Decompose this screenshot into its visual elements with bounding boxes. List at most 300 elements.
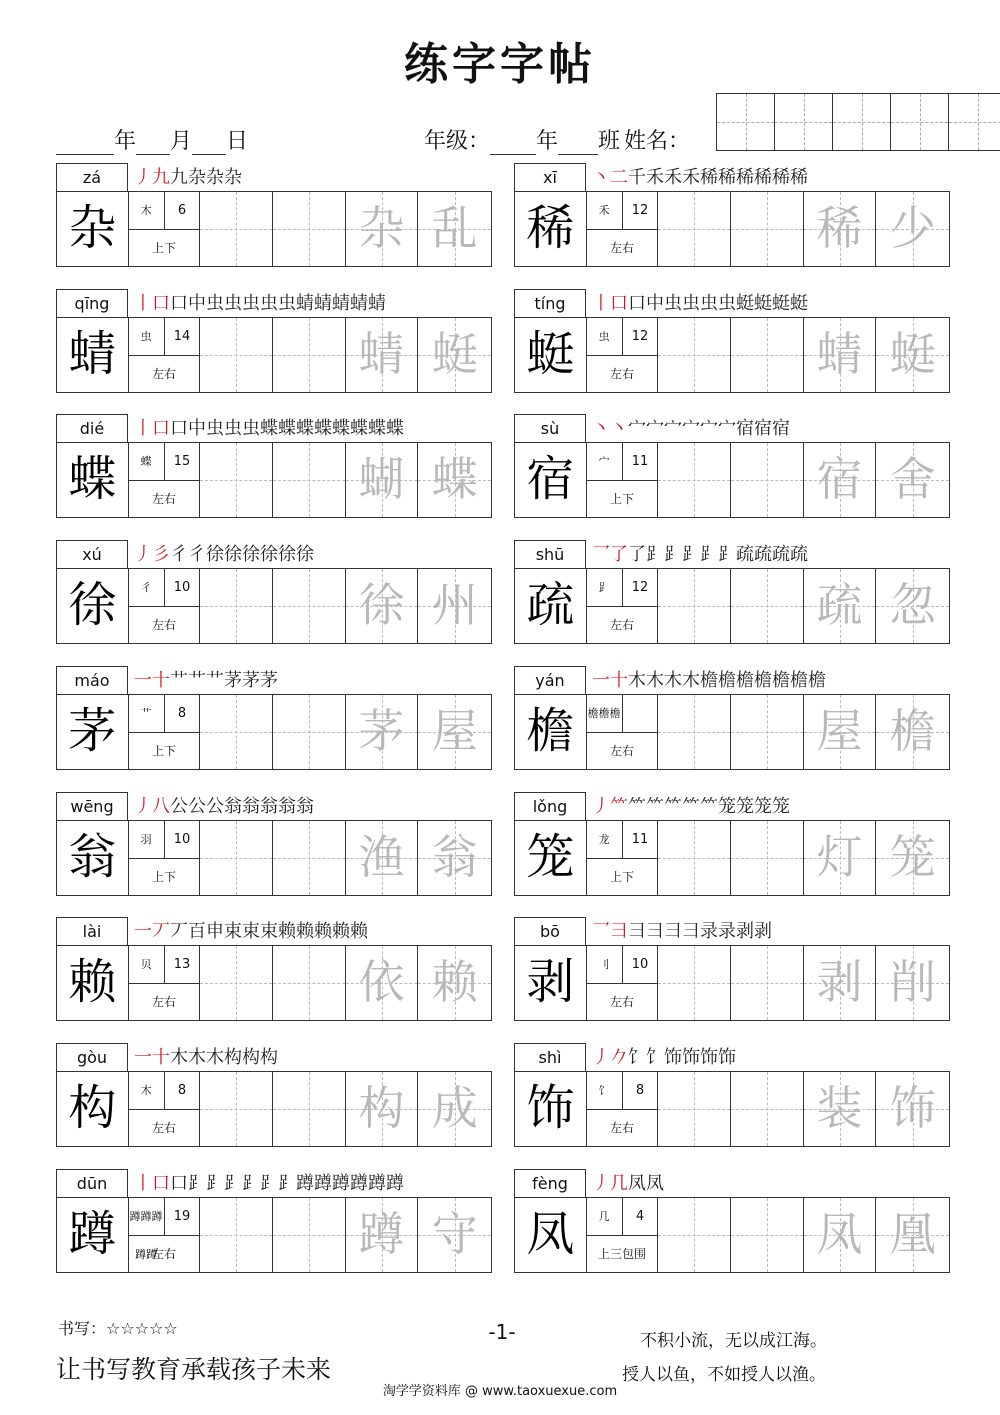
stroke-count: 14 <box>165 318 200 356</box>
writing-cell[interactable] <box>658 192 731 266</box>
trace-cell[interactable] <box>418 192 491 266</box>
writing-cell[interactable] <box>200 1198 273 1272</box>
radical: 木 <box>129 192 165 230</box>
structure: 上下 <box>610 870 635 884</box>
name-cell[interactable] <box>891 94 949 150</box>
stroke-order <box>592 917 772 945</box>
writing-cell[interactable] <box>200 318 273 392</box>
practice-grid <box>514 442 950 518</box>
name-cell[interactable] <box>833 94 891 150</box>
character-info <box>587 318 659 392</box>
writing-cell[interactable] <box>273 821 346 895</box>
stroke-order-current: 丿⺮ <box>592 796 628 817</box>
practice-entry <box>56 666 492 771</box>
practice-entry <box>56 414 492 519</box>
page-title: 练字字帖 <box>404 39 596 90</box>
pinyin: máo <box>56 666 128 694</box>
model-character: 杂 <box>57 192 129 266</box>
model-character: 蜓 <box>515 318 587 392</box>
pinyin: fèng <box>514 1169 586 1197</box>
practice-grid <box>56 191 492 267</box>
practice-grid <box>514 191 950 267</box>
pinyin: lài <box>56 917 128 945</box>
stroke-order <box>592 414 790 442</box>
pinyin: shū <box>514 540 586 568</box>
writing-cell[interactable] <box>273 192 346 266</box>
trace-word-1: 宿 <box>816 452 863 506</box>
writing-cell[interactable] <box>200 1072 273 1146</box>
practice-entry <box>514 666 950 771</box>
stroke-order-rest: 凤凤 <box>628 1173 664 1194</box>
model-character: 蜻 <box>57 318 129 392</box>
trace-word-1: 徐 <box>358 578 405 632</box>
model-character: 徐 <box>57 569 129 643</box>
trace-cell[interactable] <box>876 1198 949 1272</box>
trace-cell[interactable] <box>346 946 419 1020</box>
trace-cell[interactable] <box>804 1072 877 1146</box>
stroke-count <box>623 695 658 733</box>
writing-cell[interactable] <box>273 318 346 392</box>
trace-cell[interactable] <box>804 443 877 517</box>
writing-cell[interactable] <box>658 821 731 895</box>
model-character: 茅 <box>57 695 129 769</box>
practice-entry <box>56 289 492 394</box>
trace-word-2: 少 <box>889 201 936 255</box>
radical: 龙 <box>587 821 623 859</box>
radical: 彳 <box>129 569 165 607</box>
practice-grid <box>514 568 950 644</box>
pinyin: sù <box>514 414 586 442</box>
year-label: 年 <box>114 129 137 154</box>
practice-grid <box>56 568 492 644</box>
stroke-order <box>134 917 368 945</box>
stroke-order-current: 丿几 <box>592 1173 628 1194</box>
date-line <box>56 124 248 155</box>
structure: 左右 <box>610 241 635 255</box>
stroke-order-current: 丨口 <box>592 293 628 314</box>
stroke-count: 8 <box>623 1072 658 1110</box>
model-character: 饰 <box>515 1072 587 1146</box>
radical: 艹 <box>129 695 165 733</box>
character-info <box>129 318 201 392</box>
structure: 上下 <box>152 744 177 758</box>
pinyin: yán <box>514 666 586 694</box>
structure: 左右 <box>610 995 635 1009</box>
pinyin: wēng <box>56 792 128 820</box>
radical: 禾 <box>587 192 623 230</box>
practice-entry <box>514 792 950 897</box>
radical: 贝 <box>129 946 165 984</box>
stroke-order-current: 乛了 <box>592 544 628 565</box>
trace-word-1: 装 <box>816 1081 863 1135</box>
structure: 左右 <box>152 1247 177 1261</box>
stroke-order-rest: 公公公翁翁翁翁翁 <box>170 796 314 817</box>
stroke-order <box>592 163 808 191</box>
trace-cell[interactable] <box>346 821 419 895</box>
trace-cell[interactable] <box>876 443 949 517</box>
slogan: 让书写教育承载孩子未来 <box>56 1355 332 1384</box>
character-info <box>587 569 659 643</box>
trace-cell[interactable] <box>346 1198 419 1272</box>
stroke-order <box>592 540 808 568</box>
structure: 左右 <box>152 492 177 506</box>
trace-cell[interactable] <box>346 318 419 392</box>
trace-word-2: 赖 <box>431 955 478 1009</box>
trace-word-2: 削 <box>889 955 936 1009</box>
trace-word-2: 忽 <box>889 578 936 632</box>
stroke-order-current: 丿𠂊 <box>592 1047 628 1068</box>
stroke-order-current: 丿八 <box>134 796 170 817</box>
practice-grid <box>56 1197 492 1273</box>
trace-word-1: 渔 <box>358 830 405 884</box>
stroke-order <box>134 1169 404 1197</box>
writing-cell[interactable] <box>731 318 804 392</box>
writing-cell[interactable] <box>731 1072 804 1146</box>
trace-cell[interactable] <box>346 695 419 769</box>
grade-label: 年级： <box>424 129 491 154</box>
stroke-order-rest: 艹艹艹茅茅茅 <box>170 670 278 691</box>
stroke-count: 12 <box>623 192 658 230</box>
trace-cell[interactable] <box>418 1072 491 1146</box>
model-character: 凤 <box>515 1198 587 1272</box>
model-character: 笼 <box>515 821 587 895</box>
trace-cell[interactable] <box>418 821 491 895</box>
writing-cell[interactable] <box>731 443 804 517</box>
stroke-order-rest: 九杂杂杂 <box>170 167 242 188</box>
day-label: 日 <box>226 129 249 154</box>
stroke-order-rest: 口中虫虫虫虫蜓蜓蜓蜓 <box>628 293 808 314</box>
trace-cell[interactable] <box>876 821 949 895</box>
model-character: 宿 <box>515 443 587 517</box>
character-info <box>129 695 201 769</box>
pinyin: shì <box>514 1043 586 1071</box>
rating: 书写：☆☆☆☆☆ <box>58 1319 178 1338</box>
class-blank[interactable] <box>558 130 598 155</box>
trace-cell[interactable] <box>804 821 877 895</box>
model-character: 蹲 <box>57 1198 129 1272</box>
practice-grid <box>56 945 492 1021</box>
trace-word-1: 蜻 <box>816 327 863 381</box>
trace-word-1: 杂 <box>358 201 405 255</box>
stroke-count: 12 <box>623 318 658 356</box>
pinyin: xī <box>514 163 586 191</box>
structure: 左右 <box>610 367 635 381</box>
day-blank[interactable] <box>192 130 226 155</box>
writing-cell[interactable] <box>731 695 804 769</box>
radical: 虫 <box>587 318 623 356</box>
writing-cell[interactable] <box>200 192 273 266</box>
trace-cell[interactable] <box>418 695 491 769</box>
stroke-order-rest: 木木木构构构 <box>170 1047 278 1068</box>
practice-grid <box>56 820 492 896</box>
writing-cell[interactable] <box>273 1198 346 1272</box>
trace-cell[interactable] <box>804 946 877 1020</box>
writing-cell[interactable] <box>200 569 273 643</box>
writing-cell[interactable] <box>273 695 346 769</box>
stroke-order <box>592 1169 664 1197</box>
stroke-count: 10 <box>165 569 200 607</box>
writing-cell[interactable] <box>731 569 804 643</box>
trace-cell[interactable] <box>876 569 949 643</box>
grade-blank[interactable] <box>490 130 536 155</box>
pinyin: lǒng <box>514 792 586 820</box>
stroke-order-rest: 彳彳徐徐徐徐徐徐 <box>170 544 314 565</box>
name-cell[interactable] <box>949 94 1000 150</box>
character-info <box>129 192 201 266</box>
stroke-order-current: 丶二 <box>592 167 628 188</box>
stroke-order-current: 一十 <box>134 670 170 691</box>
practice-entry <box>514 1043 950 1148</box>
name-cell[interactable] <box>775 94 833 150</box>
character-info <box>587 1072 659 1146</box>
trace-word-1: 构 <box>358 1081 405 1135</box>
trace-cell[interactable] <box>418 1198 491 1272</box>
radical: 檐檐檐 <box>587 695 623 733</box>
writing-cell[interactable] <box>658 1198 731 1272</box>
quote-line-2: 授人以鱼，不如授人以渔。 <box>622 1365 826 1385</box>
trace-cell[interactable] <box>418 443 491 517</box>
writing-cell[interactable] <box>731 1198 804 1272</box>
stroke-order <box>134 1043 278 1071</box>
radical: 羽 <box>129 821 165 859</box>
writing-cell[interactable] <box>731 946 804 1020</box>
trace-word-2: 翁 <box>431 830 478 884</box>
structure: 左右 <box>610 1121 635 1135</box>
writing-cell[interactable] <box>658 946 731 1020</box>
model-character: 赖 <box>57 946 129 1020</box>
writing-cell[interactable] <box>658 695 731 769</box>
month-blank[interactable] <box>136 130 170 155</box>
writing-cell[interactable] <box>731 821 804 895</box>
stroke-order-rest: 了⻊⻊⻊⻊⻊疏疏疏疏 <box>628 544 808 565</box>
stroke-order-current: 乛彐 <box>592 921 628 942</box>
trace-word-2: 凰 <box>889 1207 936 1261</box>
structure: 左右 <box>610 618 635 632</box>
stroke-order <box>592 289 808 317</box>
trace-cell[interactable] <box>346 443 419 517</box>
trace-cell[interactable] <box>346 1072 419 1146</box>
model-character: 稀 <box>515 192 587 266</box>
trace-word-2: 守 <box>431 1207 478 1261</box>
stroke-order <box>134 792 314 820</box>
practice-entry <box>514 540 950 645</box>
practice-grid <box>514 317 950 393</box>
trace-word-1: 蜻 <box>358 327 405 381</box>
trace-cell[interactable] <box>804 569 877 643</box>
trace-word-2: 乱 <box>431 201 478 255</box>
trace-word-2: 饰 <box>889 1081 936 1135</box>
writing-cell[interactable] <box>273 569 346 643</box>
practice-grid <box>56 1071 492 1147</box>
stroke-count: 10 <box>165 821 200 859</box>
trace-word-1: 剥 <box>816 955 863 1009</box>
practice-grid <box>514 945 950 1021</box>
stroke-order <box>134 540 314 568</box>
trace-cell[interactable] <box>876 1072 949 1146</box>
writing-cell[interactable] <box>200 821 273 895</box>
stroke-order-rest: 饣饣饰饰饰饰 <box>628 1047 736 1068</box>
stroke-count: 8 <box>165 695 200 733</box>
structure: 上下 <box>152 241 177 255</box>
stroke-order-current: 丨口 <box>134 1173 170 1194</box>
practice-entry <box>56 540 492 645</box>
trace-word-1: 疏 <box>816 578 863 632</box>
stroke-count: 8 <box>165 1072 200 1110</box>
pinyin: dié <box>56 414 128 442</box>
trace-cell[interactable] <box>346 569 419 643</box>
writing-cell[interactable] <box>658 1072 731 1146</box>
radical: 饣 <box>587 1072 623 1110</box>
practice-entry <box>56 917 492 1022</box>
writing-cell[interactable] <box>273 946 346 1020</box>
trace-word-1: 灯 <box>816 830 863 884</box>
character-info <box>587 443 659 517</box>
pinyin: tíng <box>514 289 586 317</box>
model-character: 构 <box>57 1072 129 1146</box>
stroke-order-current: 丿彡 <box>134 544 170 565</box>
radical: 虫 <box>129 318 165 356</box>
structure: 上下 <box>610 492 635 506</box>
structure: 上下 <box>152 870 177 884</box>
pinyin: zá <box>56 163 128 191</box>
stroke-count: 10 <box>623 946 658 984</box>
trace-word-1: 稀 <box>816 201 863 255</box>
structure: 左右 <box>610 744 635 758</box>
writing-cell[interactable] <box>200 443 273 517</box>
practice-grid <box>514 694 950 770</box>
trace-word-2: 成 <box>431 1081 478 1135</box>
writing-cell[interactable] <box>658 318 731 392</box>
character-info <box>129 946 201 1020</box>
trace-word-2: 蜓 <box>889 327 936 381</box>
stroke-order <box>592 1043 736 1071</box>
radical: 蹲蹲蹲蹲蹲 <box>129 1198 165 1236</box>
practice-entry <box>514 1169 950 1274</box>
trace-cell[interactable] <box>804 192 877 266</box>
writing-cell[interactable] <box>658 443 731 517</box>
trace-word-2: 舍 <box>889 452 936 506</box>
trace-cell[interactable] <box>804 1198 877 1272</box>
writing-cell[interactable] <box>273 1072 346 1146</box>
character-info <box>587 695 659 769</box>
name-cell[interactable] <box>717 94 775 150</box>
trace-word-2: 笼 <box>889 830 936 884</box>
trace-cell[interactable] <box>418 318 491 392</box>
trace-cell[interactable] <box>346 192 419 266</box>
model-character: 蝶 <box>57 443 129 517</box>
trace-word-1: 茅 <box>358 704 405 758</box>
site-credit: 淘学学资料库 @ www.taoxuexue.com <box>382 1384 618 1399</box>
practice-grid <box>514 1071 950 1147</box>
stroke-count: 11 <box>623 821 658 859</box>
structure: 左右 <box>152 1121 177 1135</box>
stroke-count: 12 <box>623 569 658 607</box>
character-info <box>587 821 659 895</box>
name-box[interactable] <box>716 93 1000 151</box>
trace-cell[interactable] <box>876 946 949 1020</box>
character-info <box>587 192 659 266</box>
trace-cell[interactable] <box>804 695 877 769</box>
year-blank[interactable] <box>56 130 114 155</box>
practice-entry <box>56 1043 492 1148</box>
stroke-order <box>134 163 242 191</box>
trace-cell[interactable] <box>876 318 949 392</box>
pinyin: gòu <box>56 1043 128 1071</box>
trace-cell[interactable] <box>804 318 877 392</box>
stroke-order-rest: ⺮⺮⺮⺮⺮笼笼笼笼 <box>628 796 790 817</box>
model-character: 疏 <box>515 569 587 643</box>
trace-cell[interactable] <box>876 695 949 769</box>
writing-cell[interactable] <box>658 569 731 643</box>
character-info <box>129 443 201 517</box>
writing-cell[interactable] <box>273 443 346 517</box>
stroke-order-current: 一丆 <box>134 921 170 942</box>
stroke-count: 11 <box>623 443 658 481</box>
trace-cell[interactable] <box>418 569 491 643</box>
stroke-order-rest: 千禾禾禾稀稀稀稀稀稀 <box>628 167 808 188</box>
writing-cell[interactable] <box>200 946 273 1020</box>
trace-word-2: 州 <box>431 578 478 632</box>
structure: 上三包围 <box>598 1247 647 1261</box>
model-character: 檐 <box>515 695 587 769</box>
practice-grid <box>56 317 492 393</box>
stroke-order <box>134 289 386 317</box>
radical: 宀 <box>587 443 623 481</box>
trace-word-2: 蝶 <box>431 452 478 506</box>
practice-entry <box>514 917 950 1022</box>
stroke-order <box>592 666 826 694</box>
trace-word-2: 屋 <box>431 704 478 758</box>
stroke-order <box>134 414 404 442</box>
stroke-order-current: 一十 <box>592 670 628 691</box>
trace-word-1: 蝴 <box>358 452 405 506</box>
page-number: -1- <box>488 1320 516 1344</box>
stroke-order-rest: 宀宀宀宀宀宀宿宿宿 <box>628 418 790 439</box>
radical: 刂 <box>587 946 623 984</box>
grade-line <box>424 124 690 155</box>
stroke-order-rest: 彐彐彐彐录录剥剥 <box>628 921 772 942</box>
writing-cell[interactable] <box>731 192 804 266</box>
trace-word-1: 凤 <box>816 1207 863 1261</box>
stroke-count: 15 <box>165 443 200 481</box>
stroke-order-current: 丶丶 <box>592 418 628 439</box>
stroke-order-rest: 木木木木檐檐檐檐檐檐檐 <box>628 670 826 691</box>
character-info <box>587 946 659 1020</box>
pinyin: bō <box>514 917 586 945</box>
trace-cell[interactable] <box>418 946 491 1020</box>
stroke-order-rest: 口中虫虫虫蝶蝶蝶蝶蝶蝶蝶蝶 <box>170 418 404 439</box>
practice-entry <box>514 289 950 394</box>
radical: ⻊ <box>587 569 623 607</box>
name-label: 姓名： <box>624 129 691 154</box>
trace-cell[interactable] <box>876 192 949 266</box>
trace-word-2: 蜓 <box>431 327 478 381</box>
radical: 蝶 <box>129 443 165 481</box>
stroke-order-current: 一十 <box>134 1047 170 1068</box>
stroke-count: 4 <box>623 1198 658 1236</box>
practice-grid <box>514 820 950 896</box>
trace-word-2: 檐 <box>889 704 936 758</box>
trace-word-1: 蹲 <box>358 1207 405 1261</box>
writing-cell[interactable] <box>200 695 273 769</box>
class-label: 班 <box>598 129 621 154</box>
grade-year-label: 年 <box>536 129 559 154</box>
trace-word-1: 依 <box>358 955 405 1009</box>
pinyin: qīng <box>56 289 128 317</box>
pinyin: xú <box>56 540 128 568</box>
practice-entry <box>56 1169 492 1274</box>
stroke-order-current: 丨口 <box>134 418 170 439</box>
